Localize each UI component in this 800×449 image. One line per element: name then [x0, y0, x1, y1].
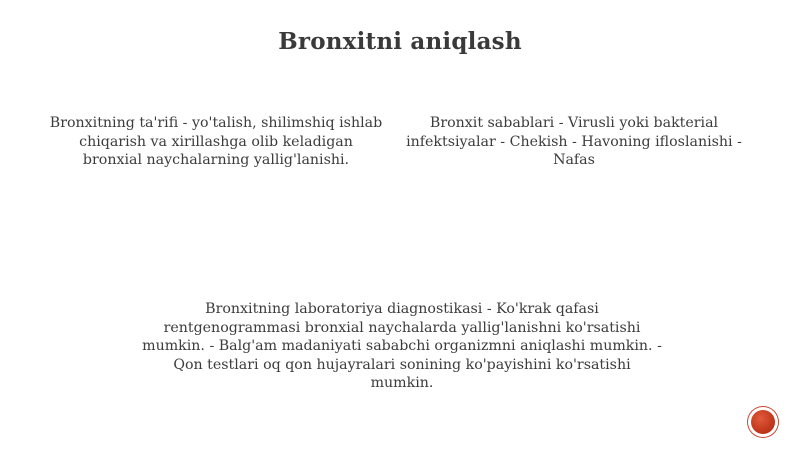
definition-text: Bronxitning ta'rifi - yo'talish, shilimshiq ishlab chiqarish va xirillashga olib keladigan bronxial naychalarning yallig'lanishi. [49, 115, 383, 168]
slide-title: Bronxitni aniqlash [278, 28, 522, 55]
diagnostics-text: Bronxitning laboratoriya diagnostikasi - Ko'krak qafasi rentgenogrammasi bronxial naychalarda yallig'lanishni ko'rsatishi mumkin. - Balg'am madaniyati sababchi organizmni aniqlashi mumkin. - Qon testlari oq qon hujayralari sonining ko'payishini ko'rsatishi mumkin. [142, 301, 662, 391]
circle-button-icon [751, 410, 775, 434]
next-slide-button[interactable] [748, 407, 778, 437]
causes-text: Bronxit sabablari - Virusli yoki bakterial infektsiyalar - Chekish - Havoning ifloslanishi - Nafas [406, 115, 742, 168]
